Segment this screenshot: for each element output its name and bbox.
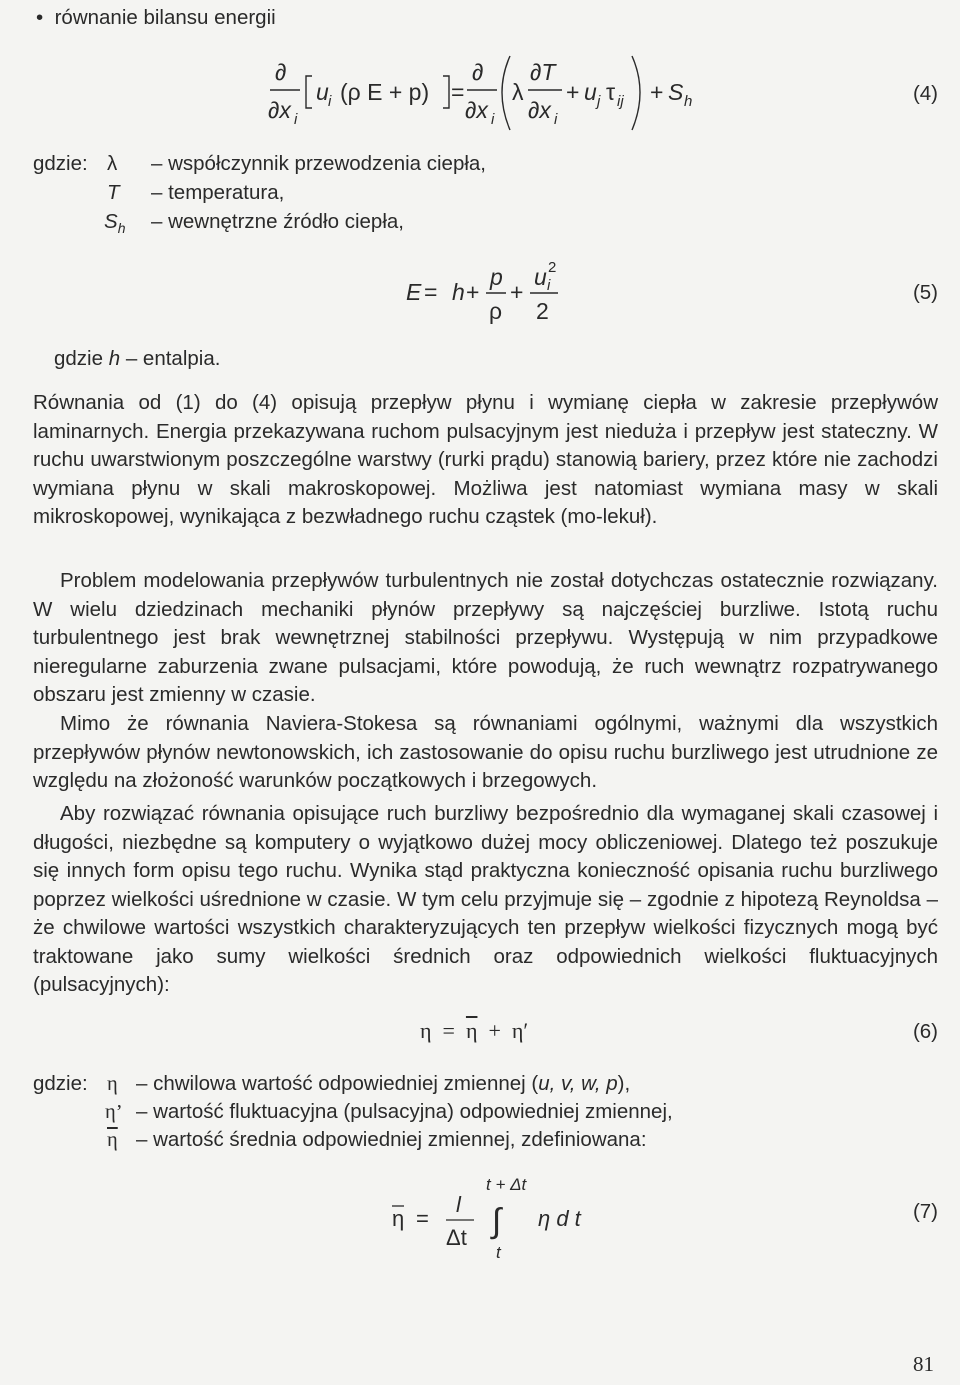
denominator-x: ∂x <box>268 97 291 123</box>
denominator-x: ∂x <box>465 97 488 123</box>
plus-sign: + <box>650 79 664 105</box>
subscript-i: i <box>554 111 558 128</box>
def-eta-prime-desc: – wartość fluktuacyjna (pulsacyjna) odpowiedniej zmiennej, <box>136 1100 673 1123</box>
integral-sign: ∫ <box>492 1202 502 1240</box>
equals-sign: = <box>424 279 438 305</box>
def-temperature-desc: – temperatura, <box>151 181 285 204</box>
fraction-denominator: Δt <box>446 1225 467 1250</box>
def-temperature-symbol: T <box>107 181 120 204</box>
eta-mean: $\overline{\eta}$ <box>465 1018 478 1043</box>
equation-6: $\eta = \overline{\eta} + \eta'$ <box>420 1018 529 1043</box>
def-eta-desc: – chwilowa wartość odpowiedniej zmiennej (u, v, w, p), <box>136 1072 631 1095</box>
energy-e: E <box>406 279 422 305</box>
defs2-intro: gdzie: <box>33 1072 88 1095</box>
superscript-2: 2 <box>548 259 557 276</box>
denominator-2: 2 <box>536 298 549 324</box>
bullet-heading <box>36 4 276 33</box>
integral-lower-limit: t <box>496 1243 501 1262</box>
paragraph-reynolds: Aby rozwiązać równania opisujące ruch burzliwy bezpośrednio dla wymaganej skali czasowej i długości, niezbędne są komputery o wyjątkowo dużej mocy obliczeniowej. Dlatego też poszukuje się innych form opisu tego ruchu. Wynika stąd praktyczna konieczność opisania ruchu burzliwego poprzez wielkości uśrednione w czasie. W tym celu przyjmuje się – zgodnie z hipotezą Reynoldsa – że chwilowe wartości wszystkich charakteryzujących ten przepływ wielkości fizycznych mogą być traktowane jako sumy wielkości średnich oraz odpowiednich wielkości fluktuacyjnych (pulsacyjnych): <box>33 802 938 996</box>
equals-sign: = <box>416 1206 429 1231</box>
subscript-i: i <box>491 111 495 128</box>
def-eta-mean-symbol: $\overline{\eta}$ <box>107 1129 118 1151</box>
equation-7 <box>380 1170 620 1270</box>
def-lambda-desc: – współczynnik przewodzenia ciepła, <box>151 152 487 175</box>
bullet-dot: • <box>36 6 44 29</box>
def-eta-symbol: η <box>107 1073 118 1095</box>
def-lambda-symbol: λ <box>107 152 118 175</box>
fraction-numerator: l <box>456 1192 461 1217</box>
heading-text: równanie bilansu energii <box>54 6 276 29</box>
defs1-intro: gdzie: <box>33 152 88 175</box>
numerator-dT: ∂T <box>530 59 556 85</box>
equals-sign: = <box>451 79 465 105</box>
equation-number-5: (5) <box>912 281 938 304</box>
paragraph-navier-stokes: Mimo że równania Naviera-Stokesa są równaniami ogólnymi, ważnymi dla wszystkich przepływów płynów newtonowskich, ich zastosowanie do opisu ruchu burzliwego jest utrudnione ze względu na złożoność warunków początkowych i brzegowych. <box>33 712 938 792</box>
enthalpy-h: h <box>452 279 465 305</box>
equation-5 <box>400 255 580 335</box>
lambda-symbol: λ <box>512 79 524 105</box>
subscript-j: j <box>597 93 601 110</box>
enthalpy-definition: gdzie h – entalpia. <box>54 347 221 370</box>
def-source-symbol: $S_h$ <box>104 210 126 237</box>
def-eta-mean-desc: – wartość średnia odpowiedniej zmiennej, zdefiniowana: <box>136 1128 647 1151</box>
equation-number-6: (6) <box>912 1020 938 1043</box>
partial-symbol: ∂ <box>275 59 287 85</box>
def-eta-prime-symbol: η’ <box>105 1101 123 1123</box>
plus-sign: + <box>566 79 580 105</box>
velocity-u: u <box>534 264 547 290</box>
tau-symbol: τ <box>606 79 616 105</box>
paragraph-turbulence-problem: Problem modelowania przepływów turbulentnych nie został dotychczas ostatecznie rozwiązany. W wielu dziedzinach mechaniki płynów przepływy są najczęściej burzliwe. Istotą ruchu turbulentnego jest brak wewnętrznej stabilności przepływu. Występują w nim przypadkowe nieregularne zaburzenia zwane pulsacjami, które powodują, że ruch wewnątrz rozpatrywanego obszaru jest zmienny w czasie. <box>33 569 938 706</box>
source-s: S <box>668 79 684 105</box>
page-number: 81 <box>913 1352 934 1376</box>
partial-symbol: ∂ <box>472 59 484 85</box>
eta-mean-symbol: η <box>392 1206 405 1231</box>
subscript-h: h <box>684 93 693 110</box>
plus-sign: + <box>466 279 480 305</box>
subscript-i: i <box>294 111 298 128</box>
subscript-i: i <box>547 277 551 294</box>
integral-upper-limit: t + Δt <box>486 1175 527 1194</box>
paragraph-laminar: Równania od (1) do (4) opisują przepływ płynu i wymianę ciepła w zakresie przepływów laminarnych. Energia przekazywana ruchom pulsacyjnym jest nieduża i przepływ jest stateczny. W ruchu uwarstwionym poszczególne warstwy (rurki prądu) stanowią bariery, przez które nie zachodzi wymiana płynu w skali makroskopowej. Możliwa jest natomiast wymiana masy w skali mikroskopowej, wynikająca z bezwładnego ruchu cząstek (mo-lekuł). <box>33 391 938 528</box>
denominator-x: ∂x <box>528 97 551 123</box>
velocity-u: u <box>316 79 329 105</box>
velocity-u: u <box>584 79 597 105</box>
subscript-i: i <box>328 93 332 110</box>
equation-number-7: (7) <box>912 1200 938 1223</box>
pressure-p: p <box>490 264 503 290</box>
plus-sign: + <box>510 279 524 305</box>
def-source-desc: – wewnętrzne źródło ciepła, <box>151 210 404 233</box>
equation-4 <box>250 50 730 140</box>
subscript-ij: ij <box>617 93 624 110</box>
equation-number-4: (4) <box>912 82 938 105</box>
density-rho: ρ <box>489 298 503 324</box>
integrand: η d t <box>538 1206 581 1231</box>
rho-e-term: (ρ E + p) <box>340 79 430 105</box>
